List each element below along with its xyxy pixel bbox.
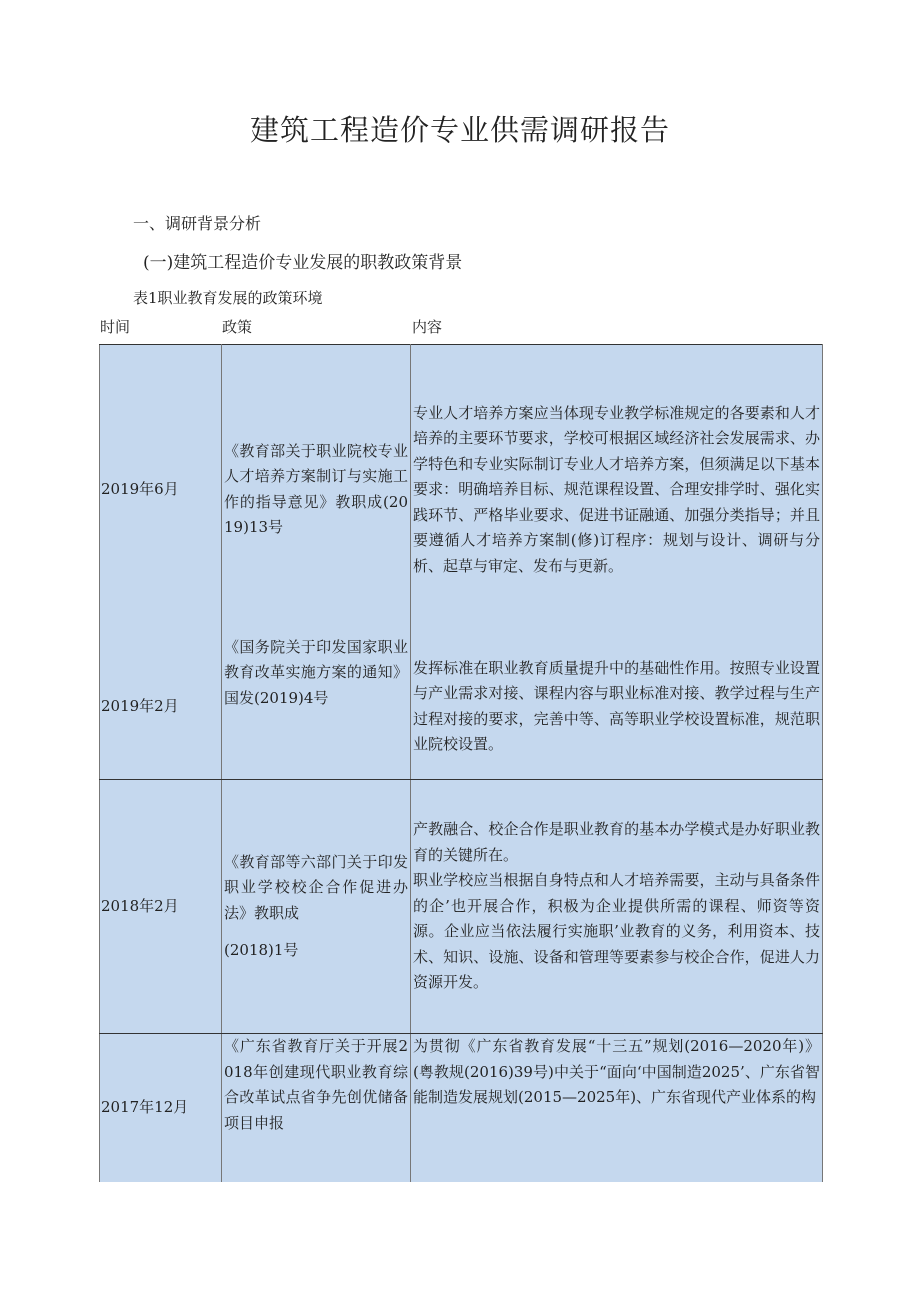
- table-row: [100, 780, 823, 1034]
- table-caption: 表1职业教育发展的政策环境: [133, 289, 323, 307]
- cell-time: 2018年2月: [100, 780, 222, 1034]
- column-header-content: 内容: [412, 318, 443, 336]
- cell-content: [411, 635, 823, 780]
- section-heading: 一、调研背景分析: [133, 214, 262, 233]
- subsection-heading: (一)建筑工程造价专业发展的职教政策背景: [143, 253, 463, 273]
- content-paragraph: 职业学校应当根据自身特点和人才培养需要，主动与具备条件的企’也开展合作，积极为企业提供所需的课程、师资等资源。企业应当依法履行实施职’业教育的义务，利用资本、技术、知识、设施、设备和管理等要素参与校企合作，促进人力资源开发。: [413, 871, 820, 992]
- cell-policy: 《国务院关于印发国家职业教育改革实施方案的通知》国发(2019)4号: [222, 635, 411, 780]
- cell-policy: 《教育部关于职业院校专业人才培养方案制订与实施工作的指导意见》教职成(2019)13号: [222, 345, 411, 635]
- content-paragraph: 发挥标准在职业教育质量提升中的基础性作用。按照专业设置与产业需求对接、课程内容与职业标准对接、教学过程与生产过程对接的要求，完善中等、高等职业学校设置标准，规范职业院校设置。: [413, 658, 820, 754]
- cell-time: 2019年2月: [100, 635, 222, 780]
- cell-time: 2017年12月: [100, 1034, 222, 1182]
- cell-policy: [222, 780, 411, 1034]
- cell-policy: 《广东省教育厅关于开展2018年创建现代职业教育综合改革试点省争先创优储备项目申报: [222, 1034, 411, 1182]
- table-row: [100, 345, 823, 635]
- policy-text: 《教育部等六部门关于印发职业学校校企合作促进办法》教职成: [224, 852, 408, 922]
- column-header-time: 时间: [100, 318, 131, 336]
- policy-number: (2018)1号: [224, 941, 299, 959]
- cell-content: [411, 345, 823, 635]
- cell-content: [411, 1034, 823, 1182]
- cell-time: 2019年6月: [100, 345, 222, 635]
- content-paragraph: 产教融合、校企合作是职业教育的基本办学模式是办好职业教育的关键所在。: [413, 820, 820, 864]
- policy-table: [99, 344, 823, 1182]
- column-header-policy: 政策: [222, 318, 253, 336]
- cell-content: [411, 780, 823, 1034]
- table-row: [100, 1034, 823, 1182]
- content-paragraph: 为贯彻《广东省教育发展“十三五”规划(2016—2020年)》(粤教规(2016)39号)中关于“面向‘中国制造2025’、广东省智能制造发展规划(2015—2025年)、广东省现代产业体系的构: [413, 1037, 820, 1106]
- content-paragraph: 专业人才培养方案应当体现专业教学标准规定的各要素和人才培养的主要环节要求，学校可根据区域经济社会发展需求、办学特色和专业实际制订专业人才培养方案，但须满足以下基本要求：明确培养目标、规范课程设置、合理安排学时、强化实践环节、严格毕业要求、促进书证融通、加强分类指导；并且要遵循人才培养方案制(修)订程序：规划与设计、调研与分析、起草与审定、发布与更新。: [413, 403, 820, 575]
- table-row: [100, 635, 823, 780]
- page-title: 建筑工程造价专业供需调研报告: [249, 113, 670, 147]
